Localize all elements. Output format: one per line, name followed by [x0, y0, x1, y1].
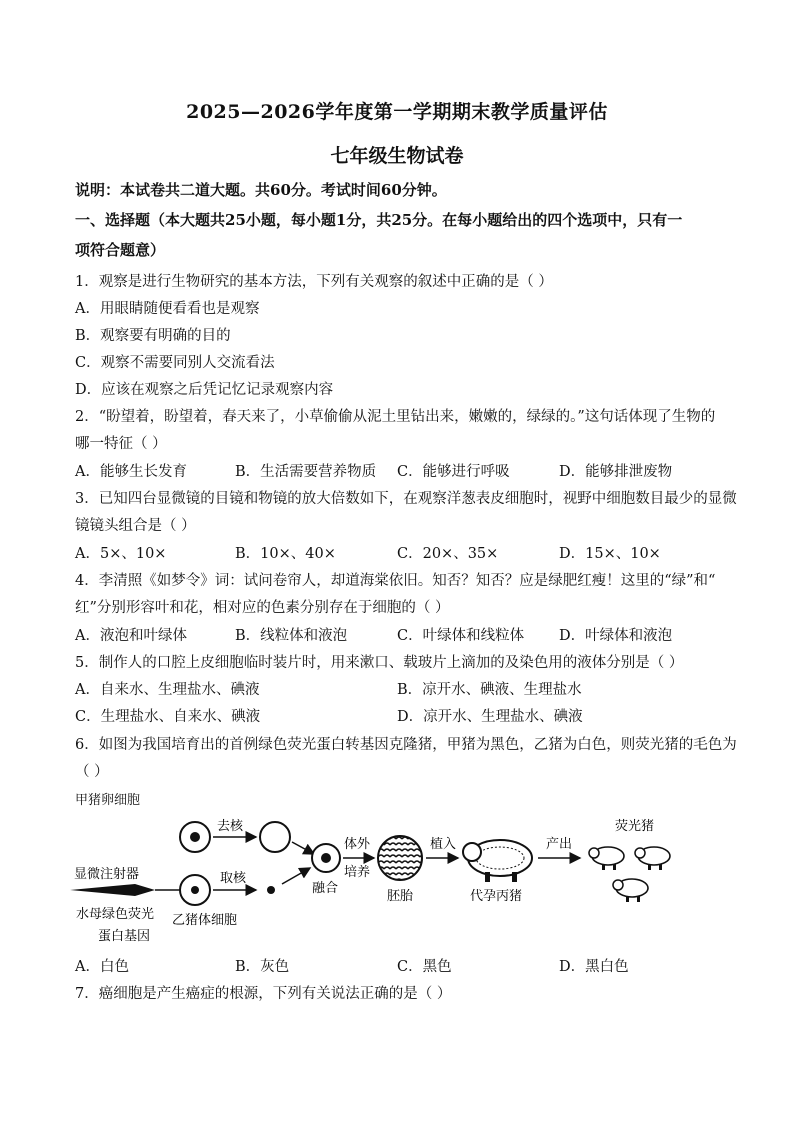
question-1-option-b: B．观察要有明确的目的 [75, 328, 231, 344]
label-take-nucleus: 取核 [220, 871, 247, 886]
question-2-option-c: C．能够进行呼吸 [397, 464, 510, 480]
label-surrogate-pig: 代孕丙猪 [470, 889, 523, 904]
label-remove-nucleus: 去核 [217, 819, 244, 834]
figure-label-egg-cell: 甲猪卵细胞 [75, 793, 141, 808]
exam-title: 2025—2026学年度第一学期期末教学质量评估 [186, 101, 608, 123]
fused-nucleus [321, 853, 331, 863]
question-7-stem: 7．癌细胞是产生癌症的根源，下列有关说法正确的是（ ） [75, 986, 452, 1002]
question-3-option-a: A．5×、10× [75, 546, 167, 562]
label-fluorescent-pig: 荧光猪 [615, 819, 655, 834]
question-1-option-d: D．应该在观察之后凭记忆记录观察内容 [75, 382, 334, 398]
fluorescent-piglet-icon [589, 847, 624, 870]
embryo-icon [378, 836, 422, 880]
fluorescent-piglet-icon [635, 847, 670, 870]
question-4-option-d: D．叶绿体和液泡 [559, 628, 673, 644]
question-3-stem-line1: 3．已知四台显微镜的目镜和物镜的放大倍数如下，在观察洋葱表皮细胞时，视野中细胞数目最少的显微 [75, 491, 737, 507]
egg-nucleus [190, 832, 200, 842]
label-pig-b-cell: 乙猪体细胞 [172, 913, 238, 928]
question-2-option-d: D．能够排泄废物 [559, 464, 673, 480]
extracted-nucleus [267, 886, 275, 894]
question-1-option-c: C．观察不需要同别人交流看法 [75, 355, 275, 371]
question-4-option-b: B．线粒体和液泡 [235, 628, 348, 644]
question-4-stem-line1: 4．李清照《如梦令》词：试问卷帘人，却道海棠依旧。知否？知否？应是绿肥红瘦！这里的“绿”和“ [75, 573, 716, 589]
enucleated-egg [260, 822, 290, 852]
question-2-stem-line2: 哪一特征（ ） [75, 436, 167, 452]
question-5-option-a: A．自来水、生理盐水、碘液 [75, 682, 260, 698]
label-embryo: 胚胎 [387, 889, 414, 904]
exam-note: 说明：本试卷共二道大题。共60分。考试时间60分钟。 [75, 181, 447, 199]
exam-subtitle: 七年级生物试卷 [330, 145, 464, 167]
question-6-stem-line1: 6．如图为我国培育出的首例绿色荧光蛋白转基因克隆猪，甲猪为黑色，乙猪为白色，则荧光猪的毛色为 [75, 737, 737, 753]
question-5-option-b: B．凉开水、碘液、生理盐水 [397, 682, 582, 698]
somatic-nucleus [191, 886, 199, 894]
question-3-stem-line2: 镜镜头组合是（ ） [75, 518, 196, 534]
label-culture-line1: 体外 [344, 837, 371, 852]
question-4-option-a: A．液泡和叶绿体 [75, 628, 187, 644]
question-3-option-b: B．10×、40× [235, 546, 336, 562]
label-gfp-line2: 蛋白基因 [98, 929, 151, 944]
question-3-option-c: C．20×、35× [397, 546, 499, 562]
question-2-option-a: A．能够生长发育 [75, 464, 187, 480]
label-implant: 植入 [430, 837, 457, 852]
question-2-option-b: B．生活需要营养物质 [235, 464, 377, 480]
microinjector-icon [70, 884, 155, 896]
section-heading-line1: 一、选择题（本大题共25小题，每小题1分，共25分。在每小题给出的四个选项中，只有一 [75, 211, 683, 229]
question-5-stem: 5．制作人的口腔上皮细胞临时装片时，用来漱口、载玻片上滴加的及染色用的液体分别是（ ） [75, 655, 684, 671]
question-6-option-b: B．灰色 [235, 959, 290, 975]
question-6-option-a: A．白色 [75, 959, 129, 975]
label-culture-line2: 培养 [344, 865, 371, 880]
question-6-option-c: C．黑色 [397, 959, 452, 975]
question-4-option-c: C．叶绿体和线粒体 [397, 628, 525, 644]
question-2-stem-line1: 2．“盼望着，盼望着，春天来了，小草偷偷从泥土里钻出来，嫩嫩的，绿绿的。”这句话体现了生物的 [75, 409, 716, 425]
question-6-option-d: D．黑白色 [559, 959, 629, 975]
surrogate-pig-icon [463, 840, 532, 882]
label-gfp-line1: 水母绿色荧光 [76, 907, 155, 922]
section-heading-line2: 项符合题意） [75, 241, 166, 259]
question-5-option-d: D．凉开水、生理盐水、碘液 [397, 709, 583, 725]
label-microinjector: 显微注射器 [74, 867, 140, 882]
cloning-process-figure [60, 812, 700, 952]
question-6-stem-line2: （ ） [75, 764, 109, 780]
question-1-stem: 1．观察是进行生物研究的基本方法，下列有关观察的叙述中正确的是（ ） [75, 274, 553, 290]
question-4-stem-line2: 红”分别形容叶和花，相对应的色素分别存在于细胞的（ ） [75, 600, 450, 616]
label-produce: 产出 [546, 837, 573, 852]
label-fusion: 融合 [312, 881, 339, 896]
arrow-to-fusion-top [292, 842, 314, 854]
question-3-option-d: D．15×、10× [559, 546, 661, 562]
question-1-option-a: A．用眼睛随便看看也是观察 [75, 301, 260, 317]
question-5-option-c: C．生理盐水、自来水、碘液 [75, 709, 261, 725]
arrow-to-fusion-bottom [282, 868, 310, 884]
fluorescent-piglet-icon [613, 879, 648, 902]
